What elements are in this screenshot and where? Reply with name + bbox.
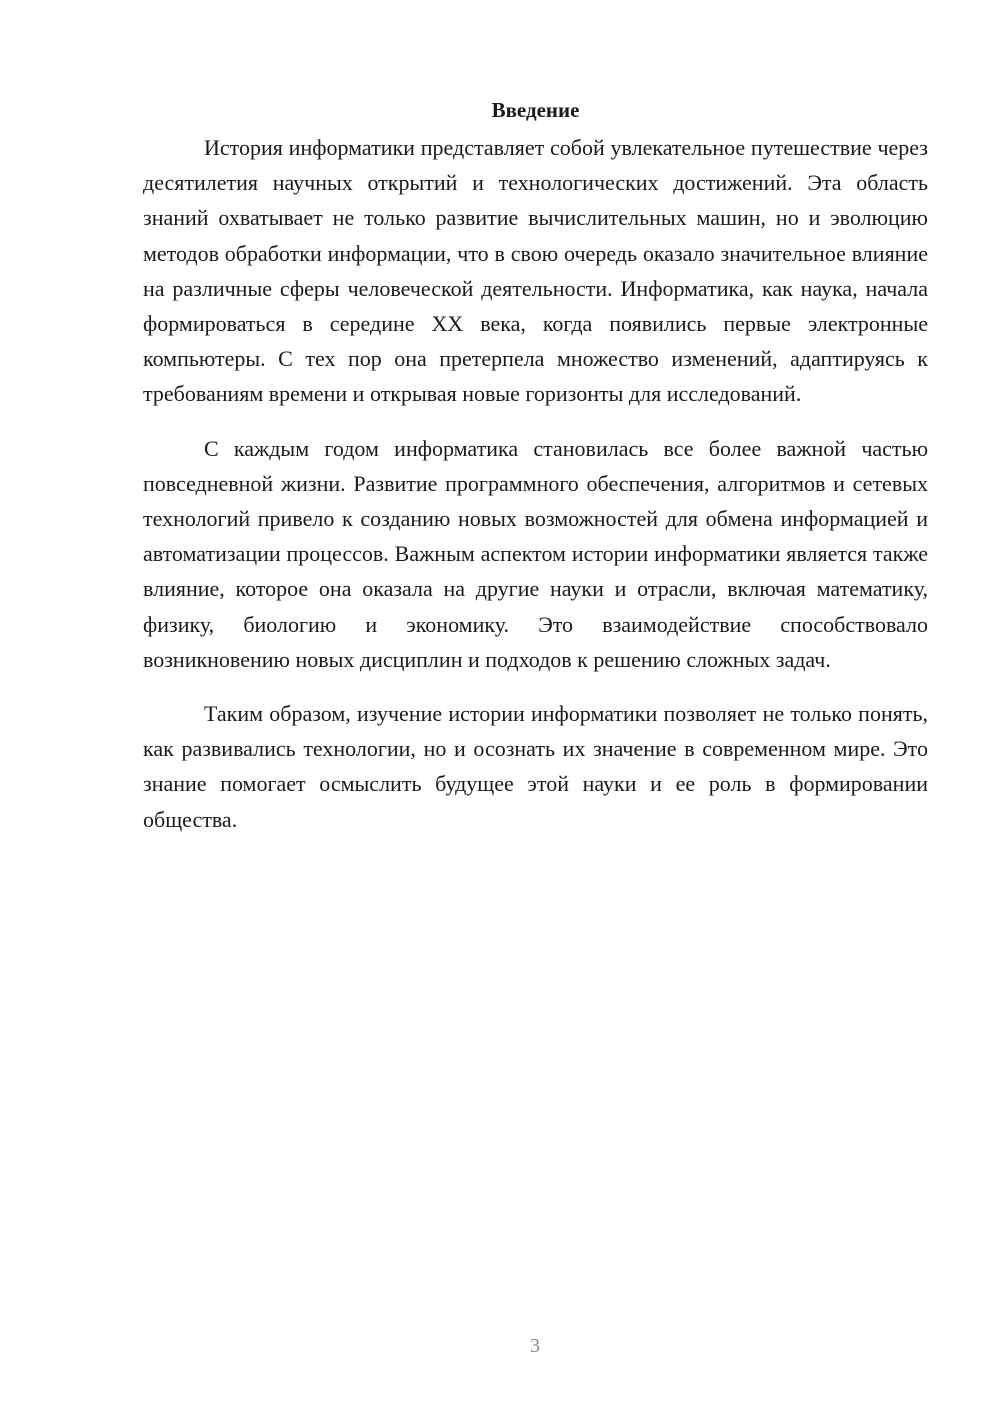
page-content xyxy=(143,96,928,856)
page-number: 3 xyxy=(530,1335,540,1357)
section-heading: Введение xyxy=(491,98,580,122)
paragraph-1: История информатики представляет собой увлекательное путешествие через десятилетия научных открытий и технологических достижений. Эта область знаний охватывает не только развитие вычислительных машин, но и эволюцию методов обработки информации, что в свою очередь оказало значительное влияние на различные сферы человеческой деятельности. Информатика, как наука, начала формироваться в середине XX века, когда появились первые электронные компьютеры. С тех пор она претерпела множество изменений, адаптируясь к требованиям времени и открывая новые горизонты для исследований. xyxy=(143,135,928,407)
paragraph-3: Таким образом, изучение истории информатики позволяет не только понять, как развивались технологии, но и осознать их значение в современном мире. Это знание помогает осмыслить будущее этой науки и ее роль в формировании общества. xyxy=(143,701,928,832)
paragraph-2: С каждым годом информатика становилась все более важной частью повседневной жизни. Развитие программного обеспечения, алгоритмов и сетевых технологий привело к созданию новых возможностей для обмена информацией и автоматизации процессов. Важным аспектом истории информатики является также влияние, которое она оказала на другие науки и отрасли, включая математику, физику, биологию и экономику. Это взаимодействие способствовало возникновению новых дисциплин и подходов к решению сложных задач. xyxy=(143,435,928,672)
